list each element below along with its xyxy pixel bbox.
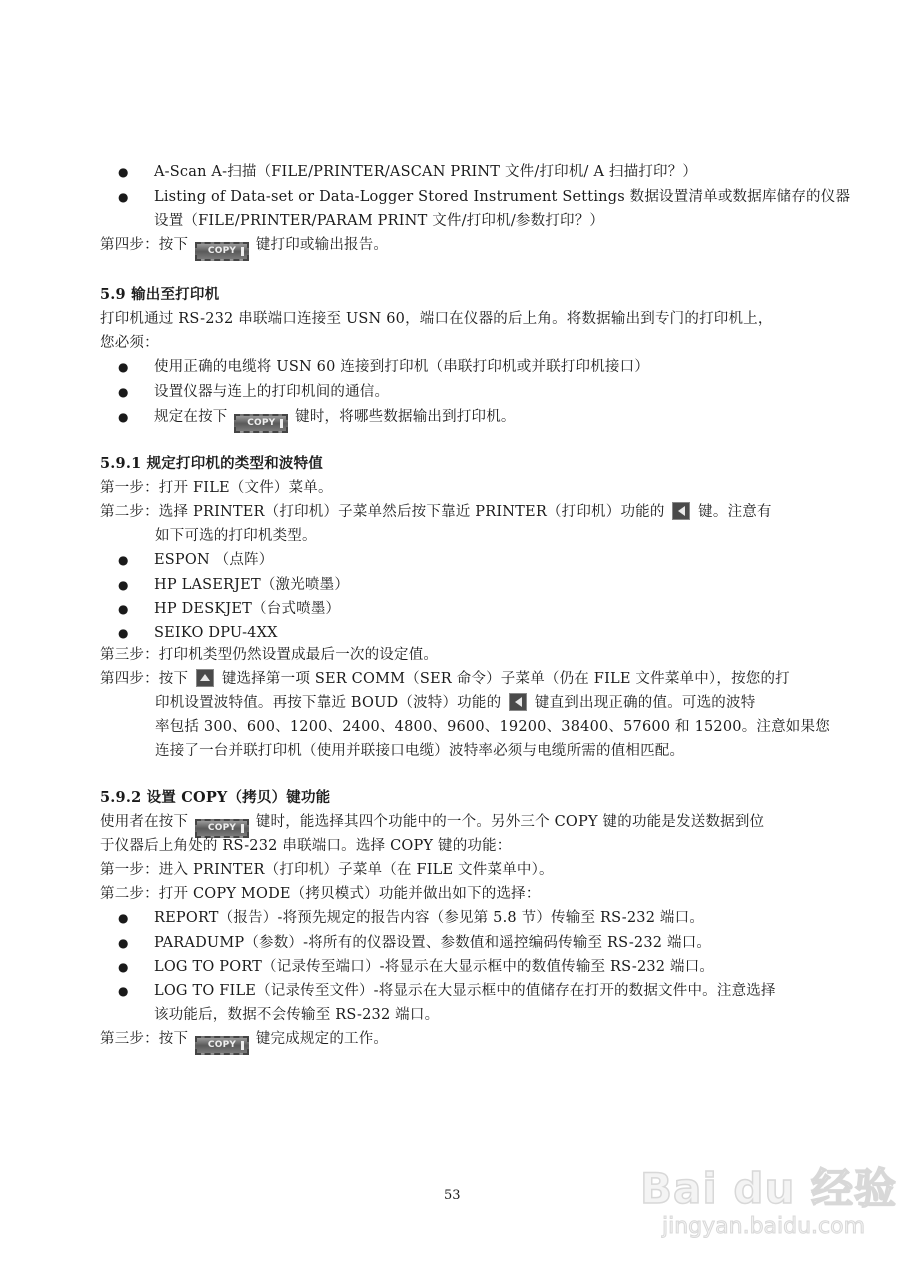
- bullet-glyph: ●: [118, 385, 129, 399]
- copy-key-icon: COPY: [195, 1036, 249, 1055]
- bullet-glyph: ●: [118, 936, 129, 950]
- intro-bullet-listing-cont: 设置（FILE/PRINTER/PARAM PRINT 文件/打印机/参数打印？）: [154, 213, 605, 229]
- copy-key-icon: COPY: [195, 819, 249, 838]
- para-prefix: 使用者在按下: [100, 814, 189, 830]
- copy-mode-log-to-file-cont: 该功能后，数据不会传输至 RS-232 端口。: [154, 1007, 440, 1023]
- section-5-9-1-step4-line2: [155, 693, 755, 713]
- baidu-url: jingyan.baidu.com: [662, 1214, 866, 1239]
- section-5-9-1-step4: [100, 669, 790, 689]
- bullet-glyph: ●: [118, 410, 129, 424]
- bullet-glyph: ●: [118, 626, 129, 640]
- soft-key-left-icon: [672, 502, 690, 520]
- section-5-9-2-step1: 第一步：进入 PRINTER（打印机）子菜单（在 FILE 文件菜单中）。: [100, 862, 554, 878]
- step3-suffix: 键完成规定的工作。: [255, 1031, 389, 1047]
- intro-bullet-ascan: A-Scan A-扫描（FILE/PRINTER/ASCAN PRINT 文件/打印机/ A 扫描打印？）: [154, 164, 698, 180]
- step4-suffix: 键打印或输出报告。: [255, 237, 389, 253]
- bullet-glyph: ●: [118, 578, 129, 592]
- copy-mode-paradump: PARADUMP（参数）-将所有的仪器设置、参数值和遥控编码传输至 RS-232 端口。: [154, 935, 712, 951]
- section-5-9-1-step1: 第一步：打开 FILE（文件）菜单。: [100, 480, 333, 496]
- section-5-9-1-step3: 第三步：打印机类型仍然设置成最后一次的设定值。: [100, 647, 439, 663]
- step4-print-report: [100, 235, 388, 261]
- section-title-5-9-2: 5.9.2 设置 COPY（拷贝）键功能: [100, 789, 331, 806]
- section-5-9-2-step3: [100, 1029, 388, 1055]
- step2-prefix: 第二步：选择 PRINTER（打印机）子菜单然后按下靠近 PRINTER（打印机）功能的: [100, 504, 665, 520]
- section-5-9-bullet-3: [154, 407, 516, 433]
- bullet-glyph: ●: [118, 602, 129, 616]
- section-5-9-2-para-line2: 于仪器后上角处的 RS-232 串联端口。选择 COPY 键的功能：: [100, 838, 512, 854]
- section-5-9-para-line1: 打印机通过 RS-232 串联端口连接至 USN 60，端口在仪器的后上角。将数据输出到专门的打印机上，: [100, 311, 773, 327]
- bullet-glyph: ●: [118, 553, 129, 567]
- copy-key-icon: COPY: [195, 242, 249, 261]
- para-suffix: 键时，能选择其四个功能中的一个。另外三个 COPY 键的功能是发送数据到位: [255, 814, 765, 830]
- step2-suffix: 键。注意有: [698, 504, 772, 520]
- section-5-9-1-step4-line3: 率包括 300、600、1200、2400、4800、9600、19200、38400、57600 和 15200。注意如果您: [155, 719, 830, 735]
- baidu-watermark: [640, 1165, 897, 1241]
- step4-suffix: 键选择第一项 SER COMM（SER 命令）子菜单（仍在 FILE 文件菜单中），按您的打: [221, 671, 790, 687]
- section-5-9-bullet-1: 使用正确的电缆将 USN 60 连接到打印机（串联打印机或并联打印机接口）: [154, 359, 650, 375]
- bullet-3-suffix: 键时，将哪些数据输出到打印机。: [295, 409, 516, 425]
- bullet-glyph: ●: [118, 984, 129, 998]
- soft-key-left-icon: [509, 693, 527, 711]
- printer-type-hp-laserjet: HP LASERJET（激光喷墨）: [154, 577, 350, 593]
- printer-type-hp-deskjet: HP DESKJET（台式喷墨）: [154, 601, 341, 617]
- copy-mode-log-to-port: LOG TO PORT（记录传至端口）-将显示在大显示框中的数值传输至 RS-232 端口。: [154, 959, 715, 975]
- copy-key-icon: COPY: [234, 414, 288, 433]
- step3-prefix: 第三步：按下: [100, 1031, 189, 1047]
- bullet-glyph: ●: [118, 190, 129, 204]
- printer-type-espon: ESPON （点阵）: [154, 552, 274, 568]
- section-5-9-2-step2: 第二步：打开 COPY MODE（拷贝模式）功能并做出如下的选择：: [100, 886, 541, 902]
- bullet-glyph: ●: [118, 960, 129, 974]
- section-5-9-1-step2-line2: 如下可选的打印机类型。: [155, 528, 317, 544]
- section-title-5-9: 5.9 输出至打印机: [100, 286, 220, 303]
- section-5-9-1-step2: [100, 502, 772, 522]
- bullet-glyph: ●: [118, 360, 129, 374]
- bullet-glyph: ●: [118, 165, 129, 179]
- section-5-9-para-line2: 您必须：: [100, 335, 159, 351]
- step4-line2-prefix: 印机设置波特值。再按下靠近 BOUD（波特）功能的: [155, 695, 502, 711]
- step4-line2-suffix: 键直到出现正确的值。可选的波特: [534, 695, 756, 711]
- printer-type-seiko: SEIKO DPU-4XX: [154, 625, 278, 641]
- section-5-9-2-para: [100, 812, 764, 838]
- step4-prefix: 第四步：按下: [100, 671, 189, 687]
- section-5-9-bullet-2: 设置仪器与连上的打印机间的通信。: [154, 384, 390, 400]
- step4-prefix: 第四步：按下: [100, 237, 189, 253]
- section-5-9-1-step4-line4: 连接了一台并联打印机（使用并联接口电缆）波特率必须与电缆所需的值相匹配。: [155, 743, 685, 759]
- baidu-logo: Bai du 经验: [640, 1164, 897, 1213]
- bullet-glyph: ●: [118, 911, 129, 925]
- copy-mode-report: REPORT（报告）-将预先规定的报告内容（参见第 5.8 节）传输至 RS-232 端口。: [154, 910, 705, 926]
- intro-bullet-listing: Listing of Data-set or Data-Logger Stored Instrument Settings 数据设置清单或数据库储存的仪器: [154, 189, 851, 205]
- soft-key-up-icon: [196, 669, 214, 687]
- copy-mode-log-to-file: LOG TO FILE（记录传至文件）-将显示在大显示框中的值储存在打开的数据文件中。注意选择: [154, 983, 776, 999]
- section-title-5-9-1: 5.9.1 规定打印机的类型和波特值: [100, 455, 324, 472]
- page-number: 53: [444, 1188, 461, 1203]
- bullet-3-prefix: 规定在按下: [154, 409, 228, 425]
